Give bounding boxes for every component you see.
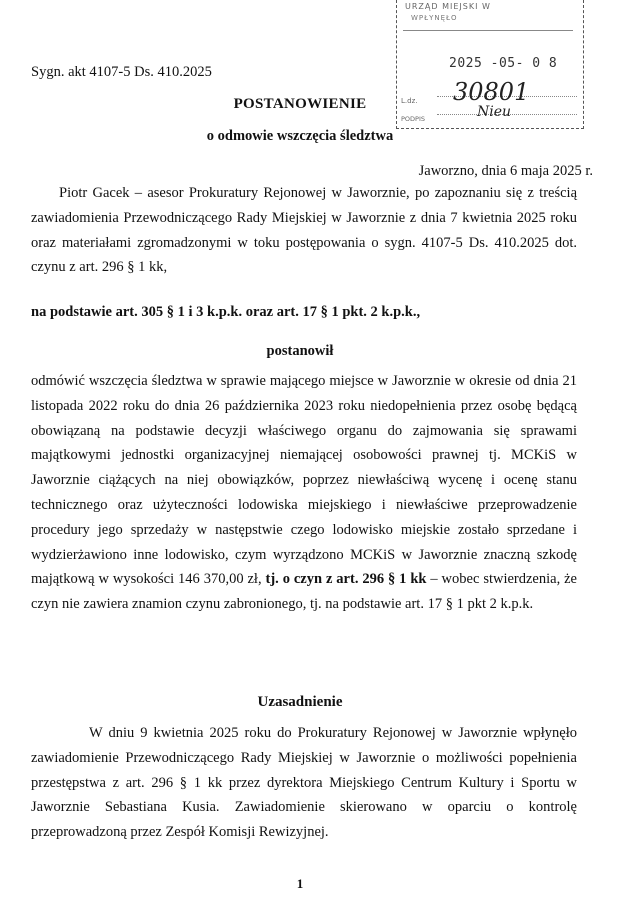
stamp-sign-label: PODPIS <box>401 115 426 123</box>
place-date: Jaworzno, dnia 6 maja 2025 r. <box>418 163 593 179</box>
decision-text: odmówić wszczęcia śledztwa w sprawie mającego miejsce w Jaworznie w okresie od dnia 21 listopada 2022 roku do dnia 26 października 2023 roku niedopełnienia przez osobę będącą obowiązaną na podstawie decyzji właściwego organu do zajmowania się sprawami majątkowymi jednostki organizacyjnej niemającej osobowości prawnej tj. MCKiS w Jaworznie ciążących na niej obowiązków, poprzez niewłaściwą wycenę i ocenę stanu technicznego oraz użyteczności lodowiska miejskiego i niewłaściwe przeprowadzenie procedury jego sprzedaży w następstwie czego lodowisko miejskie zostało sprzedane i wydzierżawiono inne lodowisko, czym wyrządzono MCKiS w Jaworznie znaczną szkodę majątkową w wysokości 146 370,00 zł, <box>31 373 577 588</box>
intro-paragraph: Piotr Gacek – asesor Prokuratury Rejonowej w Jaworznie, po zapoznaniu się z treścią zawiadomienia Przewodniczącego Rady Miejskiej w Jaworznie z dnia 7 kwietnia 2025 roku oraz materiałami zgromadzonymi w toku postępowania o sygn. 4107-5 Ds. 410.2025 dot. czynu z art. 296 § 1 kk, <box>31 185 577 276</box>
decision-charge: tj. o czyn z art. 296 § 1 kk <box>265 571 427 588</box>
stamp-divider <box>403 30 573 31</box>
decided-heading: postanowił <box>266 343 334 359</box>
justification-paragraph: W dniu 9 kwietnia 2025 roku do Prokuratury Rejonowej w Jaworznie wpłynęło zawiadomienie Przewodniczącego Rady Miejskiej w Jaworznie o możliwości popełnienia przestępstwa z art. 296 § 1 kk przez dyrektora Miejskiego Centrum Kultury i Sportu w Jaworznie Sebastiana Kusia. Zawiadomienie skierowano w oparciu o kontrolę przeprowadzoną przez Zespół Komisji Rewizyjnej. <box>31 725 577 841</box>
document-title: POSTANOWIENIE <box>233 96 367 112</box>
stamp-office: URZĄD MIEJSKI W <box>405 2 491 11</box>
legal-basis: na podstawie art. 305 § 1 i 3 k.p.k. oraz art. 17 § 1 pkt. 2 k.p.k., <box>31 304 421 320</box>
stamp-signature: Nieu <box>477 104 512 120</box>
decision-paragraph <box>31 369 577 617</box>
case-number: Sygn. akt 4107-5 Ds. 410.2025 <box>31 64 212 80</box>
stamp-reg-label: L.dz. <box>401 97 418 105</box>
page-number: 1 <box>296 876 304 891</box>
decision-reason: – wobec stwierdzenia, że czyn nie zawiera znamion czynu zabronionego, tj. na podstawie art. 17 § 1 pkt 2 k.p.k. <box>31 571 577 613</box>
stamp-date: 2025 -05- 0 8 <box>449 56 558 71</box>
stamp-reg-number: 30801 <box>453 78 530 106</box>
stamp-received-label: WPŁYNĘŁO <box>411 14 458 22</box>
justification-heading: Uzasadnienie <box>257 694 343 710</box>
document-subtitle: o odmowie wszczęcia śledztwa <box>206 128 394 144</box>
